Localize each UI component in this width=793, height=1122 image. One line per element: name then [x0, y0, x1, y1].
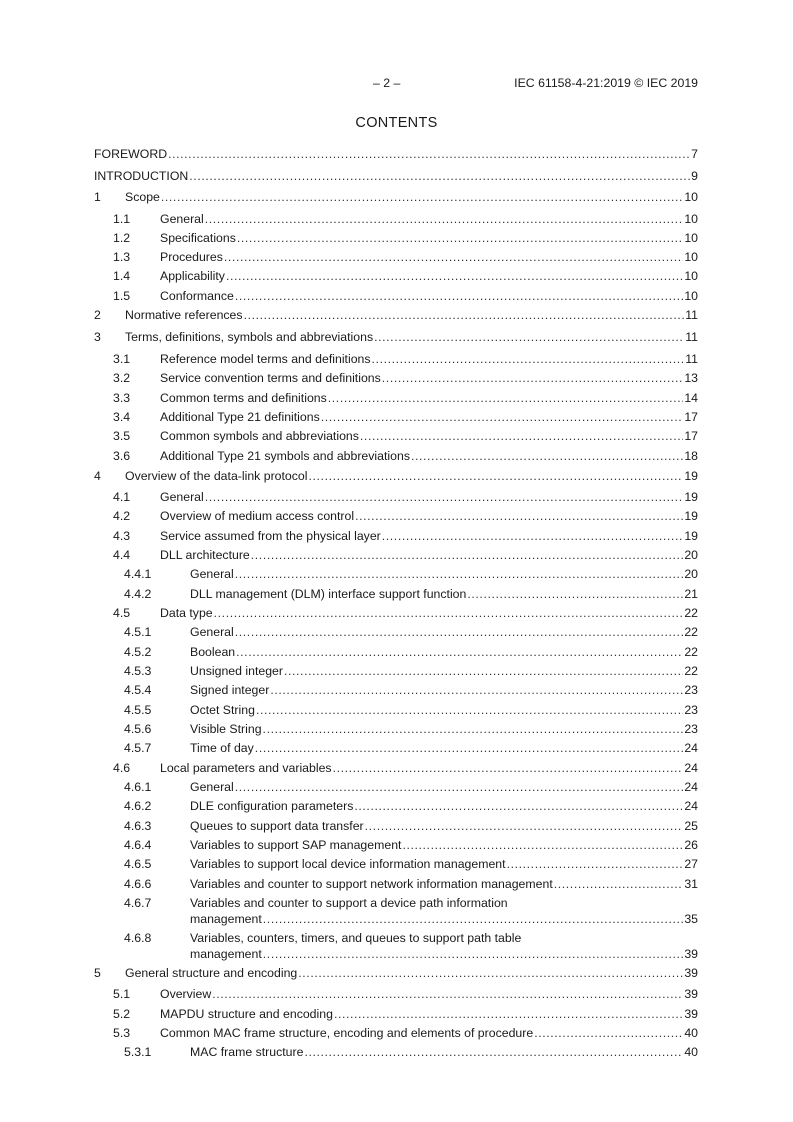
dot-leader [328, 390, 684, 406]
toc-entry-line [160, 1006, 698, 1022]
toc-entry[interactable] [0, 268, 793, 284]
toc-entry-line [190, 911, 698, 927]
toc-entry[interactable] [0, 489, 793, 505]
toc-entry-page: 22 [684, 606, 698, 620]
toc-entry-number: 4.6.2 [124, 799, 152, 813]
toc-entry-number: 4.4 [113, 548, 131, 562]
toc-entry-page: 10 [684, 269, 698, 283]
dot-leader [236, 644, 683, 660]
toc-entry-label: DLL management (DLM) interface support function [190, 587, 467, 601]
toc-entry[interactable] [0, 168, 793, 184]
dot-leader [263, 721, 684, 737]
toc-entry-number: 3.5 [113, 429, 131, 443]
toc-entry-line [190, 644, 698, 660]
toc-entry-page: 23 [684, 703, 698, 717]
toc-entry[interactable] [0, 986, 793, 1002]
toc-entry-line [160, 986, 698, 1002]
toc-entry-page: 24 [684, 761, 698, 775]
toc-entry-page: 19 [684, 509, 698, 523]
toc-entry-line [125, 965, 698, 981]
toc-entry-page: 11 [685, 352, 698, 366]
toc-entry-line [160, 351, 698, 367]
toc-entry-line [160, 409, 698, 425]
toc-entry-label: FOREWORD [94, 147, 168, 161]
toc-entry-number: 4.6 [113, 761, 131, 775]
toc-entry-page: 26 [684, 838, 698, 852]
toc-entry-line [190, 624, 698, 640]
toc-entry[interactable] [0, 566, 793, 582]
toc-entry[interactable] [0, 895, 793, 911]
toc-entry-page: 18 [684, 449, 698, 463]
toc-entry-label: Service assumed from the physical layer [160, 529, 381, 543]
toc-entry-label: Procedures [160, 250, 223, 264]
toc-entry-line [160, 249, 698, 265]
toc-entry-line [190, 837, 698, 853]
toc-entry-page: 24 [684, 780, 698, 794]
toc-entry-line [160, 268, 698, 284]
toc-entry-line [190, 946, 698, 962]
toc-entry-label: Variables, counters, timers, and queues to support path table [190, 931, 522, 945]
toc-entry-label: Terms, definitions, symbols and abbreviations [125, 330, 374, 344]
toc-entry[interactable] [0, 779, 793, 795]
toc-entry-number: 1.3 [113, 250, 131, 264]
toc-entry-page: 10 [684, 190, 698, 204]
toc-entry-page: 13 [684, 371, 698, 385]
dot-leader [270, 682, 683, 698]
toc-entry-label: Reference model terms and definitions [160, 352, 371, 366]
toc-entry[interactable] [0, 146, 793, 162]
toc-entry-label: Common MAC frame structure, encoding and elements of procedure [160, 1026, 534, 1040]
toc-entry[interactable] [0, 605, 793, 621]
dot-leader [321, 409, 684, 425]
toc-entry-number: 4.5.2 [124, 645, 152, 659]
toc-entry[interactable] [0, 351, 793, 367]
toc-entry-page: 10 [684, 289, 698, 303]
toc-entry-number: 4.2 [113, 509, 131, 523]
toc-entry[interactable] [0, 370, 793, 386]
toc-entry-label: Variables to support local device information management [190, 857, 506, 871]
dot-leader [235, 624, 684, 640]
toc-entry-line [125, 189, 698, 205]
toc-entry-line [160, 508, 698, 524]
toc-entry-page: 24 [684, 741, 698, 755]
toc-entry-number: 5.3 [113, 1026, 131, 1040]
toc-entry-number: 3.6 [113, 449, 131, 463]
toc-entry[interactable] [0, 837, 793, 853]
toc-entry-page: 11 [685, 330, 698, 344]
toc-entry-page: 14 [684, 391, 698, 405]
toc-entry-line [190, 740, 698, 756]
toc-entry-line [190, 586, 698, 602]
toc-entry-page: 27 [684, 857, 698, 871]
dot-leader [168, 146, 690, 162]
page-title: CONTENTS [355, 115, 438, 131]
toc-entry[interactable] [0, 682, 793, 698]
toc-entry[interactable] [0, 1044, 793, 1060]
toc-entry[interactable] [0, 798, 793, 814]
toc-entry-line [160, 1025, 698, 1041]
toc-entry-number: 4.4.1 [124, 567, 152, 581]
toc-entry-line [190, 663, 698, 679]
dot-leader [374, 329, 684, 345]
toc-entry-line [125, 307, 698, 323]
toc-entry-number: 4.5.7 [124, 741, 152, 755]
toc-entry-number: 4.4.2 [124, 587, 152, 601]
toc-entry-page: 39 [684, 966, 698, 980]
toc-entry-line [190, 779, 698, 795]
dot-leader [365, 818, 684, 834]
toc-entry-number: 4.1 [113, 490, 131, 504]
toc-entry-label: Applicability [160, 269, 225, 283]
toc-entry-line [190, 818, 698, 834]
toc-entry-page: 22 [684, 664, 698, 678]
dot-leader [244, 307, 685, 323]
toc-entry-page: 10 [684, 250, 698, 264]
toc-entry-number: 5.3.1 [124, 1045, 152, 1059]
toc-entry-label: General [160, 490, 204, 504]
toc-entry-line [190, 876, 698, 892]
toc-entry-label: Overview of medium access control [160, 509, 355, 523]
toc-entry-number: 1.5 [113, 289, 131, 303]
toc-entry-label: Visible String [190, 722, 262, 736]
toc-entry-number: 3.2 [113, 371, 131, 385]
toc-entry[interactable] [0, 930, 793, 946]
toc-entry-label: management [190, 947, 262, 961]
page-header [0, 76, 793, 92]
toc-entry[interactable] [0, 409, 793, 425]
toc-entry[interactable] [0, 468, 793, 484]
toc-entry[interactable] [0, 856, 793, 872]
toc-entry[interactable] [0, 965, 793, 981]
toc-entry-label: Specifications [160, 231, 236, 245]
toc-entry-label: Additional Type 21 symbols and abbreviations [160, 449, 410, 463]
toc-entry-label: General [160, 212, 204, 226]
toc-entry-label: Signed integer [190, 683, 270, 697]
toc-entry-line [190, 798, 698, 814]
toc-entry[interactable] [0, 876, 793, 892]
toc-entry-label: DLL architecture [160, 548, 250, 562]
dot-leader [235, 566, 684, 582]
toc-entry[interactable] [0, 663, 793, 679]
toc-entry-page: 20 [684, 567, 698, 581]
toc-entry-continuation[interactable] [0, 946, 793, 962]
dot-leader [402, 837, 683, 853]
toc-entry-label: General [190, 780, 234, 794]
toc-entry-page: 11 [685, 308, 698, 322]
dot-leader [411, 448, 683, 464]
toc-entry-page: 39 [684, 1007, 698, 1021]
toc-entry-label: Unsigned integer [190, 664, 283, 678]
dot-leader [224, 249, 683, 265]
toc-entry-label: Variables to support SAP management [190, 838, 402, 852]
dot-leader [189, 168, 690, 184]
toc-entry-line [94, 146, 698, 162]
toc-entry-label: MAC frame structure [190, 1045, 304, 1059]
toc-entry-number: 4.5.6 [124, 722, 152, 736]
toc-entry-line [125, 329, 698, 345]
toc-entry-page: 7 [691, 147, 698, 161]
toc-entry-label: Variables and counter to support a device path information [190, 896, 508, 910]
toc-entry-number: 4.5.3 [124, 664, 152, 678]
toc-entry-number: 4.6.1 [124, 780, 152, 794]
page-number: – 2 – [373, 76, 401, 90]
dot-leader [354, 798, 683, 814]
dot-leader [507, 856, 684, 872]
toc-entry-label: Scope [125, 190, 160, 204]
toc-entry[interactable] [0, 428, 793, 444]
toc-entry[interactable] [0, 1006, 793, 1022]
dot-leader [382, 370, 684, 386]
toc-entry-page: 23 [684, 722, 698, 736]
dot-leader [298, 965, 683, 981]
toc-entry-label: Queues to support data transfer [190, 819, 364, 833]
dot-leader [237, 230, 683, 246]
toc-entry-number: 4.5.1 [124, 625, 152, 639]
toc-entry-label: Normative references [125, 308, 243, 322]
toc-entry-label: General [190, 625, 234, 639]
toc-entry-page: 23 [684, 683, 698, 697]
toc-entry-line [160, 211, 698, 227]
toc-entry-page: 19 [684, 469, 698, 483]
toc-entry-page: 39 [684, 987, 698, 1001]
toc-entry-line [190, 721, 698, 737]
dot-leader [251, 547, 684, 563]
toc-entry-label: Local parameters and variables [160, 761, 332, 775]
toc-entry[interactable] [0, 390, 793, 406]
toc-entry-number: 5 [94, 966, 101, 980]
dot-leader [205, 489, 684, 505]
toc-entry-label: INTRODUCTION [94, 169, 189, 183]
toc-entry-page: 40 [684, 1026, 698, 1040]
toc-entry-number: 4 [94, 469, 101, 483]
toc-entry-page: 40 [684, 1045, 698, 1059]
toc-entry[interactable] [0, 721, 793, 737]
toc-entry-number: 4.5 [113, 606, 131, 620]
toc-entry-label: Variables and counter to support network information management [190, 877, 553, 891]
toc-entry[interactable] [0, 1025, 793, 1041]
toc-entry-line [190, 682, 698, 698]
toc-entry-line [160, 448, 698, 464]
toc-entry-number: 5.2 [113, 1007, 131, 1021]
toc-entry-page: 39 [684, 947, 698, 961]
toc-entry-page: 21 [684, 587, 698, 601]
toc-entry-number: 4.6.4 [124, 838, 152, 852]
toc-entry-page: 19 [684, 490, 698, 504]
toc-entry-line [160, 370, 698, 386]
toc-entry-label: Data type [160, 606, 213, 620]
toc-entry-page: 31 [684, 877, 698, 891]
toc-entry-page: 10 [684, 212, 698, 226]
dot-leader [226, 268, 683, 284]
dot-leader [355, 508, 683, 524]
toc-entry-number: 4.6.6 [124, 877, 152, 891]
dot-leader [212, 986, 683, 1002]
toc-entry-label: General [190, 567, 234, 581]
toc-entry-line [190, 566, 698, 582]
toc-entry-line [160, 605, 698, 621]
toc-entry[interactable] [0, 702, 793, 718]
toc-entry-line [190, 1044, 698, 1060]
toc-entry-page: 22 [684, 625, 698, 639]
toc-entry-number: 4.3 [113, 529, 131, 543]
toc-entry-number: 4.6.3 [124, 819, 152, 833]
dot-leader [554, 876, 684, 892]
toc-entry[interactable] [0, 211, 793, 227]
toc-entry-page: 24 [684, 799, 698, 813]
toc-entry-number: 1.1 [113, 212, 131, 226]
toc-entry-number: 4.6.7 [124, 896, 152, 910]
toc-entry-number: 4.6.8 [124, 931, 152, 945]
toc-entry-number: 4.6.5 [124, 857, 152, 871]
toc-entry-page: 20 [684, 548, 698, 562]
dot-leader [263, 946, 684, 962]
toc-entry-label: Common terms and definitions [160, 391, 327, 405]
toc-entry-line [160, 288, 698, 304]
toc-entry-page: 10 [684, 231, 698, 245]
dot-leader [309, 468, 684, 484]
toc-entry-number: 3 [94, 330, 101, 344]
toc-entry-line [190, 856, 698, 872]
toc-entry-page: 19 [684, 529, 698, 543]
toc-entry[interactable] [0, 508, 793, 524]
dot-leader [263, 911, 684, 927]
toc-entry[interactable] [0, 818, 793, 834]
toc-entry-label: DLE configuration parameters [190, 799, 354, 813]
toc-entry-label: Service convention terms and definitions [160, 371, 381, 385]
toc-entry-continuation[interactable] [0, 911, 793, 927]
toc-entry[interactable] [0, 329, 793, 345]
toc-entry[interactable] [0, 547, 793, 563]
toc-entry-line [190, 702, 698, 718]
toc-entry-page: 22 [684, 645, 698, 659]
toc-entry-label: Overview of the data-link protocol [125, 469, 308, 483]
dot-leader [534, 1025, 683, 1041]
toc-entry[interactable] [0, 189, 793, 205]
toc-entry-line [125, 468, 698, 484]
toc-entry-line [160, 760, 698, 776]
toc-entry-line [94, 168, 698, 184]
document-id: IEC 61158-4-21:2019 © IEC 2019 [514, 76, 698, 90]
toc-entry[interactable] [0, 528, 793, 544]
toc-entry-number: 2 [94, 308, 101, 322]
toc-entry-page: 25 [684, 819, 698, 833]
dot-leader [467, 586, 683, 602]
toc-entry-line [160, 390, 698, 406]
toc-entry-page: 35 [684, 912, 698, 926]
dot-leader [334, 1006, 683, 1022]
toc-entry-page: 17 [684, 410, 698, 424]
toc-entry-number: 1 [94, 190, 101, 204]
toc-entry[interactable] [0, 288, 793, 304]
dot-leader [333, 760, 684, 776]
dot-leader [304, 1044, 683, 1060]
toc-entry-label: Additional Type 21 definitions [160, 410, 320, 424]
toc-entry-label: Conformance [160, 289, 234, 303]
toc-entry[interactable] [0, 644, 793, 660]
dot-leader [235, 288, 683, 304]
toc-entry[interactable] [0, 586, 793, 602]
toc-entry-line [160, 528, 698, 544]
dot-leader [284, 663, 683, 679]
toc-entry-label: Octet String [190, 703, 255, 717]
toc-entry-label: General structure and encoding [125, 966, 298, 980]
dot-leader [360, 428, 683, 444]
dot-leader [382, 528, 684, 544]
dot-leader [161, 189, 683, 205]
toc-entry-number: 4.5.4 [124, 683, 152, 697]
toc-entry[interactable] [0, 230, 793, 246]
toc-entry-page: 17 [684, 429, 698, 443]
toc-entry-line [160, 489, 698, 505]
toc-entry[interactable] [0, 760, 793, 776]
toc-entry-label: Overview [160, 987, 212, 1001]
toc-entry-label: management [190, 912, 262, 926]
dot-leader [205, 211, 684, 227]
toc-entry[interactable] [0, 624, 793, 640]
toc-entry-number: 3.1 [113, 352, 131, 366]
toc-entry-number: 1.4 [113, 269, 131, 283]
dot-leader [214, 605, 684, 621]
toc-entry-line [160, 547, 698, 563]
toc-entry-number: 3.3 [113, 391, 131, 405]
toc-entry-number: 1.2 [113, 231, 131, 245]
toc-entry[interactable] [0, 448, 793, 464]
toc-entry-line [160, 428, 698, 444]
toc-entry-page: 9 [691, 169, 698, 183]
dot-leader [255, 740, 684, 756]
toc-entry-label: Common symbols and abbreviations [160, 429, 359, 443]
dot-leader [372, 351, 685, 367]
toc-entry-label: Time of day [190, 741, 254, 755]
toc-entry-label: Boolean [190, 645, 236, 659]
toc-entry-number: 4.5.5 [124, 703, 152, 717]
toc-entry[interactable] [0, 740, 793, 756]
toc-entry-number: 5.1 [113, 987, 131, 1001]
toc-entry[interactable] [0, 307, 793, 323]
toc-entry-line [160, 230, 698, 246]
dot-leader [235, 779, 684, 795]
dot-leader [256, 702, 683, 718]
toc-entry-label: MAPDU structure and encoding [160, 1007, 333, 1021]
toc-entry[interactable] [0, 249, 793, 265]
toc-entry-number: 3.4 [113, 410, 131, 424]
